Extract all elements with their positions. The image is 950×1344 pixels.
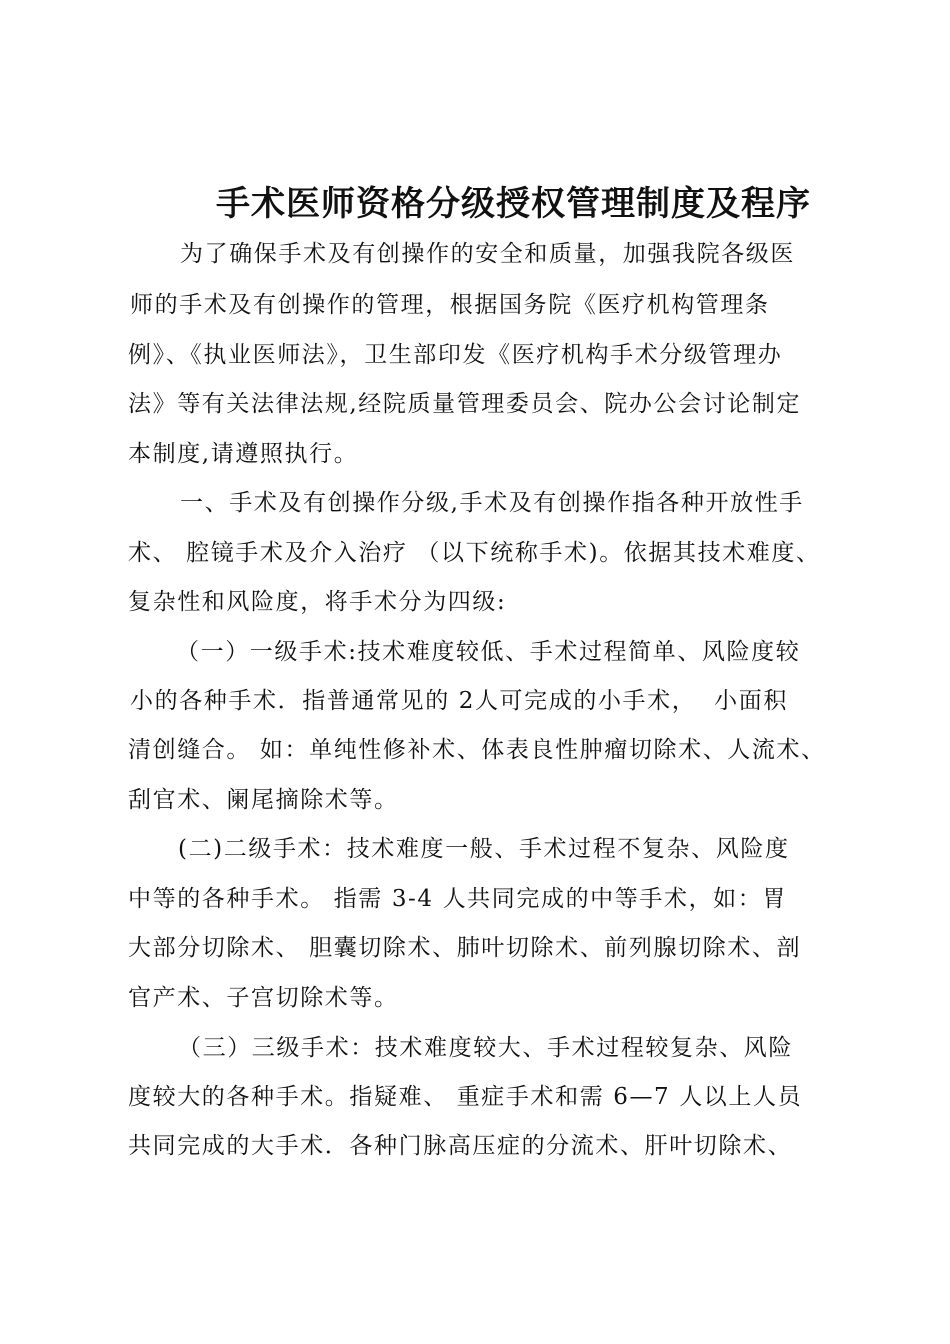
paragraph-line: 官产术、子宫切除术等。 bbox=[128, 985, 399, 1011]
document-title: 手术医师资格分级授权管理制度及程序 bbox=[216, 184, 811, 224]
paragraph-line: 中等的各种手术。 指需 3-4 人共同完成的中等手术，如：胃 bbox=[128, 886, 787, 912]
paragraph-line: 度较大的各种手术。指疑难、 重症手术和需 6—7 人以上人员 bbox=[128, 1084, 803, 1110]
paragraph-line: （三）三级手术：技术难度较大、手术过程较复杂、风险 bbox=[178, 1035, 793, 1061]
paragraph-line: 共同完成的大手术．各种门脉高压症的分流术、肝叶切除术、 bbox=[128, 1133, 793, 1159]
paragraph-line: (二)二级手术：技术难度一般、手术过程不复杂、风险度 bbox=[178, 836, 790, 862]
paragraph-line: 大部分切除术、 胆囊切除术、肺叶切除术、前列腺切除术、剖 bbox=[128, 935, 802, 961]
paragraph-line: 复杂性和风险度，将手术分为四级: bbox=[128, 589, 507, 615]
paragraph-line: 刮官术、阑尾摘除术等。 bbox=[128, 787, 399, 813]
paragraph-line: 术、 腔镜手术及介入治疗 （以下统称手术)。依据其技术难度、 bbox=[128, 540, 821, 566]
paragraph-line: 例》、《执业医师法》，卫生部印发《医疗机构手术分级管理办 bbox=[128, 342, 783, 368]
paragraph-line: （一）一级手术:技术难度较低、手术过程简单、风险度较 bbox=[176, 639, 801, 665]
paragraph-line: 为了确保手术及有创操作的安全和质量，加强我院各级医 bbox=[180, 241, 795, 267]
paragraph-line: 清创缝合。 如：单纯性修补术、体表良性肿瘤切除术、人流术、 bbox=[128, 737, 826, 763]
paragraph-line: 师的手术及有创操作的管理，根据国务院《医疗机构管理条 bbox=[130, 292, 770, 318]
paragraph-line: 一、手术及有创操作分级,手术及有创操作指各种开放性手 bbox=[180, 490, 804, 516]
paragraph-line: 法》等有关法律法规,经院质量管理委员会、院办公会讨论制定 bbox=[128, 391, 802, 417]
paragraph-line: 本制度,请遵照执行。 bbox=[128, 441, 359, 467]
paragraph-line: 小的各种手术．指普通常见的 2人可完成的小手术， 小面积 bbox=[130, 688, 788, 714]
